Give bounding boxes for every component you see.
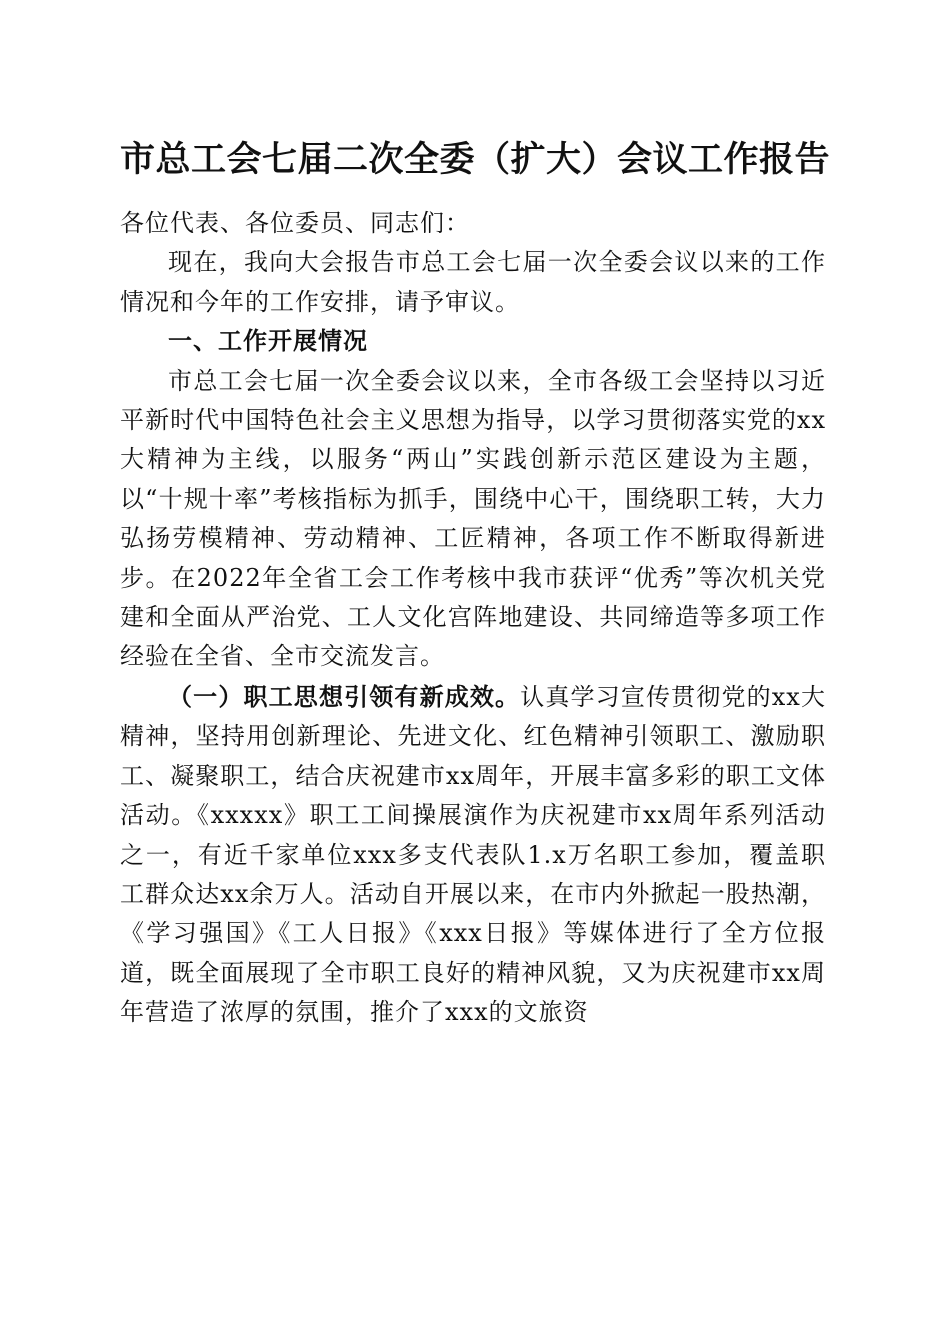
salutation: 各位代表、各位委员、同志们： [120,209,470,237]
document-body [120,204,826,1033]
subsection-text: 认真学习宣传贯彻党的xx大精神，坚持用创新理论、先进文化、红色精神引领职工、激励职工、凝聚职工，结合庆祝建市xx周年，开展丰富多彩的职工文体活动。《xxxxx》职工工间操展演作为庆祝建市xx周年系列活动之一，有近千家单位xxx多支代表队1.x万名职工参加，覆盖职工群众达xx余万人。活动自开展以来，在市内外掀起一股热潮，《学习强国》《工人日报》《xxx日报》等媒体进行了全方位报道，既全面展现了全市职工良好的精神风貌，又为庆祝建市xx周年营造了浓厚的氛围，推介了xxx的文旅资 [120,682,826,1027]
document-title: 市总工会七届二次全委（扩大）会议工作报告 [119,139,830,180]
section-heading: 一、工作开展情况 [168,327,368,356]
intro-paragraph: 现在，我向大会报告市总工会七届一次全委会议以来的工作情况和今年的工作安排，请予审议。 [120,248,826,316]
subsection-paragraph [120,677,826,1033]
subsection-heading: （一）职工思想引领有新成效。 [168,681,521,711]
section-paragraph: 市总工会七届一次全委会议以来，全市各级工会坚持以习近平新时代中国特色社会主义思想为指导，以学习贯彻落实党的xx大精神为主线，以服务“两山”实践创新示范区建设为主题，以“十规十率”考核指标为抓手，围绕中心干，围绕职工转，大力弘扬劳模精神、劳动精神、工匠精神，各项工作不断取得新进步。在2022年全省工会工作考核中我市获评“优秀”等次机关党建和全面从严治党、工人文化宫阵地建设、共同缔造等多项工作经验在全省、全市交流发言。 [120,366,826,671]
